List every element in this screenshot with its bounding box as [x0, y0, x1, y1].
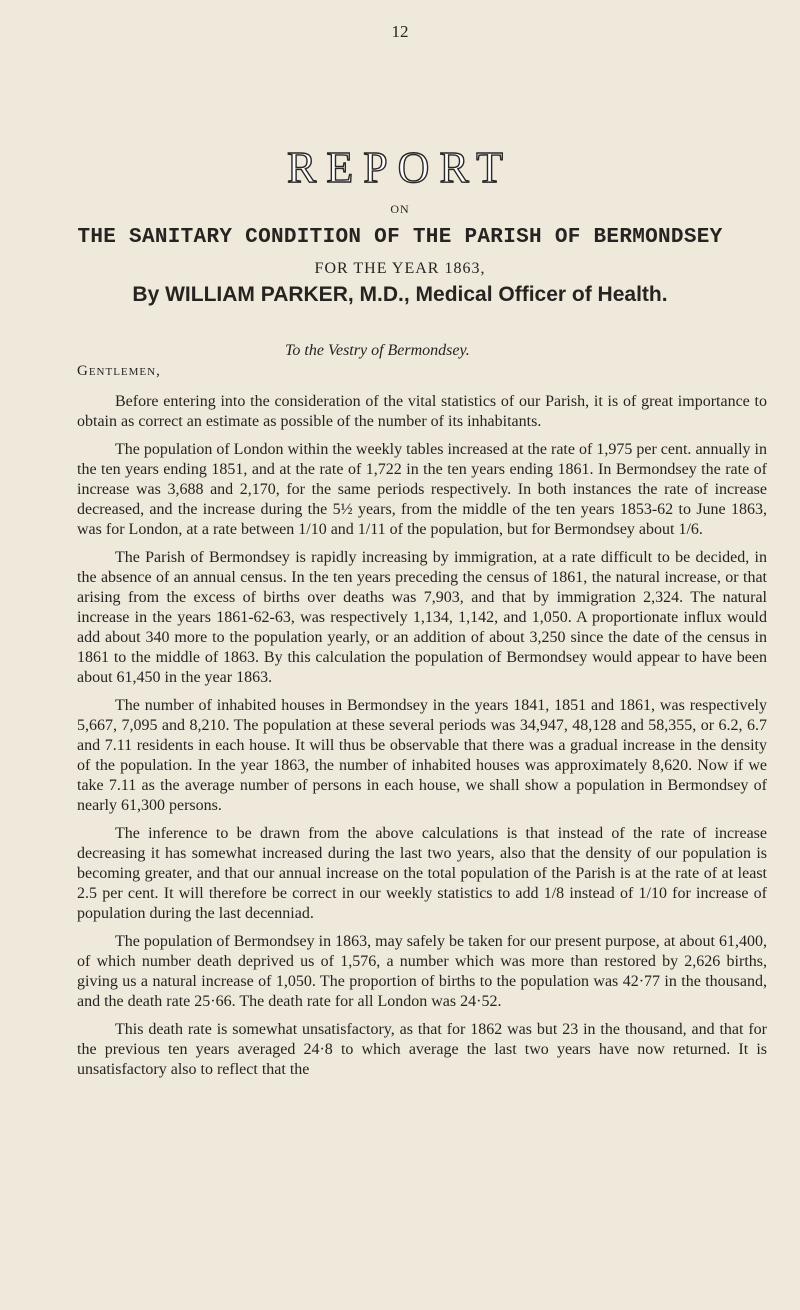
report-title: REPORT — [286, 143, 514, 192]
page-number: 12 — [391, 22, 409, 41]
report-subject: THE SANITARY CONDITION OF THE PARISH OF BERMONDSEY — [77, 226, 723, 249]
paragraph: Before entering into the consideration of the vital statistics of our Parish, it is of great importance to obtain as correct an estimate as possible of the number of its inhabitants. — [77, 393, 767, 430]
report-author: By WILLIAM PARKER, M.D., Medical Officer of Health. — [132, 283, 668, 306]
paragraph: This death rate is somewhat unsatisfactory, as that for 1862 was but 23 in the thousand, and that for the previous ten years averaged 24·8 to which average the last two years have now returned. It is unsatisfactory also to reflect that the — [77, 1021, 767, 1078]
title-connector: ON — [390, 202, 410, 216]
paragraph: The population of London within the weekly tables increased at the rate of 1,975 per cent. annually in the ten years ending 1851, and at the rate of 1,722 in the ten years ending 1861. In Bermondsey the rate of increase was 3,688 and 2,170, for the same periods respectively. In both instances the rate of increase decreased, and the increase during the 5½ years, from the middle of the ten years 1853-62 to June 1863, was for London, at a rate between 1/10 and 1/11 of the population, but for Bermondsey about 1/6. — [77, 441, 767, 538]
report-year: FOR THE YEAR 1863, — [314, 260, 486, 277]
salutation: Gentlemen, — [77, 363, 161, 379]
paragraph: The Parish of Bermondsey is rapidly increasing by immigration, at a rate difficult to be decided, in the absence of an annual census. In the ten years preceding the census of 1861, the natural increase, or that arising from the excess of births over deaths was 7,903, and that by immigration 2,324. The natural increase in the years 1861-62-63, was respectively 1,134, 1,142, and 1,050. A proportionate influx would add about 340 more to the population yearly, or an addition of about 3,250 since the date of the census in 1861 to the middle of 1863. By this calculation the population of Bermondsey would appear to have been about 61,450 in the year 1863. — [77, 549, 767, 686]
paragraph: The population of Bermondsey in 1863, may safely be taken for our present purpose, at about 61,400, of which number death deprived us of 1,576, a number which was more than restored by 2,626 births, giving us a natural increase of 1,050. The proportion of births to the population was 42·77 in the thousand, and the death rate 25·66. The death rate for all London was 24·52. — [77, 933, 767, 1010]
report-body — [77, 392, 767, 1088]
paragraph: The number of inhabited houses in Bermondsey in the years 1841, 1851 and 1861, was respectively 5,667, 7,095 and 8,210. The population at these several periods was 34,947, 48,128 and 58,355, or 6.2, 6.7 and 7.11 residents in each house. It will thus be observable that there was a gradual increase in the density of the population. In the year 1863, the number of inhabited houses was approximately 8,620. Now if we take 7.11 as the average number of persons in each house, we shall show a population in Bermondsey of nearly 61,300 persons. — [77, 697, 767, 814]
addressee: To the Vestry of Bermondsey. — [285, 342, 470, 359]
paragraph: The inference to be drawn from the above calculations is that instead of the rate of increase decreasing it has somewhat increased during the last two years, also that the density of our population is becoming greater, and that our annual increase on the total population of the Parish is at the rate of at least 2.5 per cent. It will therefore be correct in our weekly statistics to add 1/8 instead of 1/10 for increase of population during the last decenniad. — [77, 825, 767, 922]
